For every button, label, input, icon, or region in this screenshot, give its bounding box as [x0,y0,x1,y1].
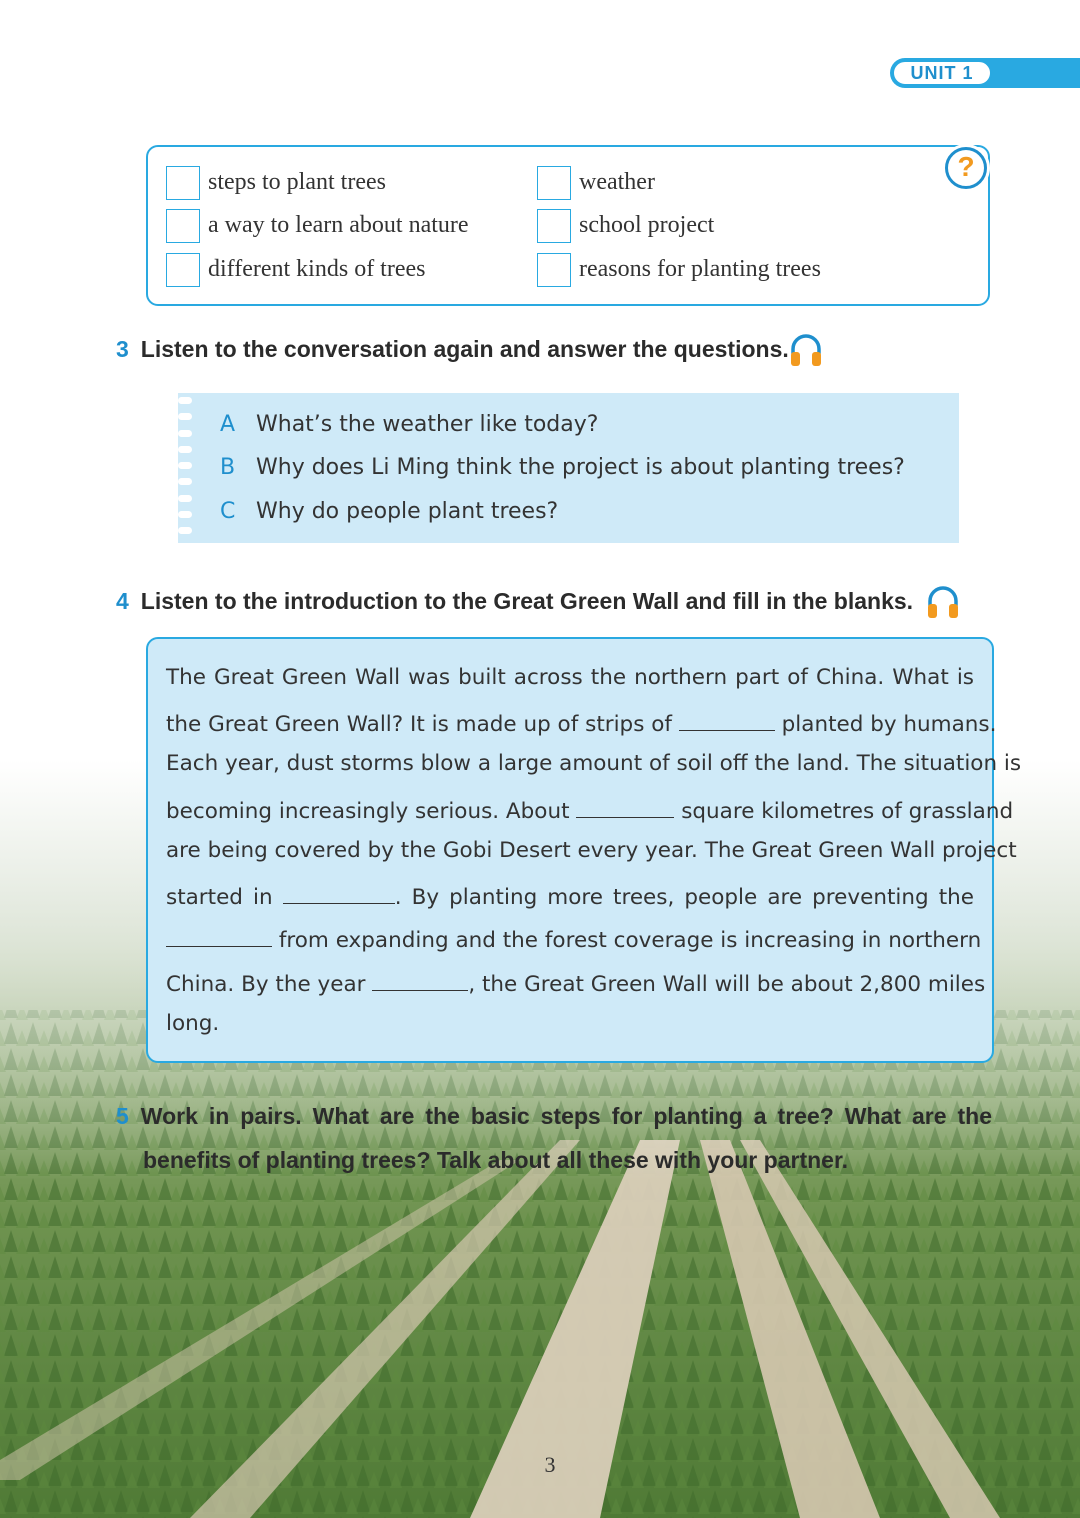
question-text: Why does Li Ming think the project is about planting trees? [256,455,905,480]
questions-notebook [178,393,959,543]
option-label: different kinds of trees [208,256,426,282]
passage-text: China. By the year [166,972,366,997]
question-b [220,455,905,480]
passage-line [166,1011,974,1041]
option-label: weather [579,169,655,195]
fill-blank-4[interactable] [166,924,272,947]
passage-text: square kilometres of grassland [681,799,1014,824]
passage-line [166,751,1022,781]
passage-text: from expanding and the forest coverage is increasing in northern [278,928,982,953]
question-c [220,499,558,524]
fill-blank-2[interactable] [576,795,674,818]
section-number: 5 [116,1103,129,1129]
section-instruction: Listen to the introduction to the Great Green Wall and fill in the blanks. [140,588,914,614]
notebook-binding [176,397,194,539]
passage-line [166,665,974,695]
checkbox[interactable] [537,253,571,287]
option-label: steps to plant trees [208,169,386,195]
question-letter: C [220,499,236,524]
option-label: reasons for planting trees [579,256,821,282]
passage-line [166,881,974,911]
passage-line [166,968,986,998]
section-instruction-line-1: Work in pairs. What are the basic steps for planting a tree? What are the [140,1103,992,1129]
passage-text: planted by humans. [781,712,997,737]
fill-blank-5[interactable] [372,968,468,991]
question-text: What’s the weather like today? [256,412,599,437]
passage-line [166,838,1017,868]
great-green-wall-passage [146,637,1022,1063]
checkbox[interactable] [166,166,200,200]
passage-line [166,924,982,954]
passage-text: becoming increasingly serious. About [166,799,570,824]
passage-text: . By planting more trees, people are preventing the [394,885,974,910]
unit-label: UNIT 1 [892,60,992,86]
checkbox[interactable] [537,209,571,243]
fill-blank-1[interactable] [679,708,775,731]
checkbox[interactable] [166,253,200,287]
option-label: a way to learn about nature [208,212,469,238]
question-a [220,412,598,437]
checkbox[interactable] [166,209,200,243]
section-instruction-line-2: benefits of planting trees? Talk about all these with your partner. [143,1147,849,1173]
question-mark-icon: ? [945,147,987,189]
passage-text: Each year, dust storms blow a large amount of soil off the land. The situation is [166,751,1022,776]
headphones-icon[interactable] [789,332,823,368]
page-number: 3 [544,1452,556,1477]
passage-text: the Great Green Wall? It is made up of strips of [166,712,672,737]
fill-blank-3[interactable] [283,881,395,904]
question-letter: B [220,455,236,480]
passage-text: are being covered by the Gobi Desert every year. The Great Green Wall project [166,838,1017,863]
question-text: Why do people plant trees? [256,499,559,524]
question-letter: A [220,412,236,437]
passage-text: The Great Green Wall was built across the northern part of China. What is [166,665,974,690]
headphones-icon[interactable] [926,584,960,620]
passage-text: started in [166,885,273,910]
help-badge [942,144,990,192]
section-number: 3 [116,336,129,362]
passage-line [166,795,1014,825]
section-5-heading [116,1094,992,1182]
passage-text: , the Great Green Wall will be about 2,800 miles [468,972,986,997]
section-instruction: Listen to the conversation again and answer the questions. [140,336,789,362]
section-number: 4 [116,588,129,614]
option-label: school project [579,212,715,238]
checkbox[interactable] [537,166,571,200]
passage-text: long. [166,1011,220,1036]
passage-line [166,708,997,738]
section-3-heading [116,336,789,363]
section-4-heading [116,588,913,615]
